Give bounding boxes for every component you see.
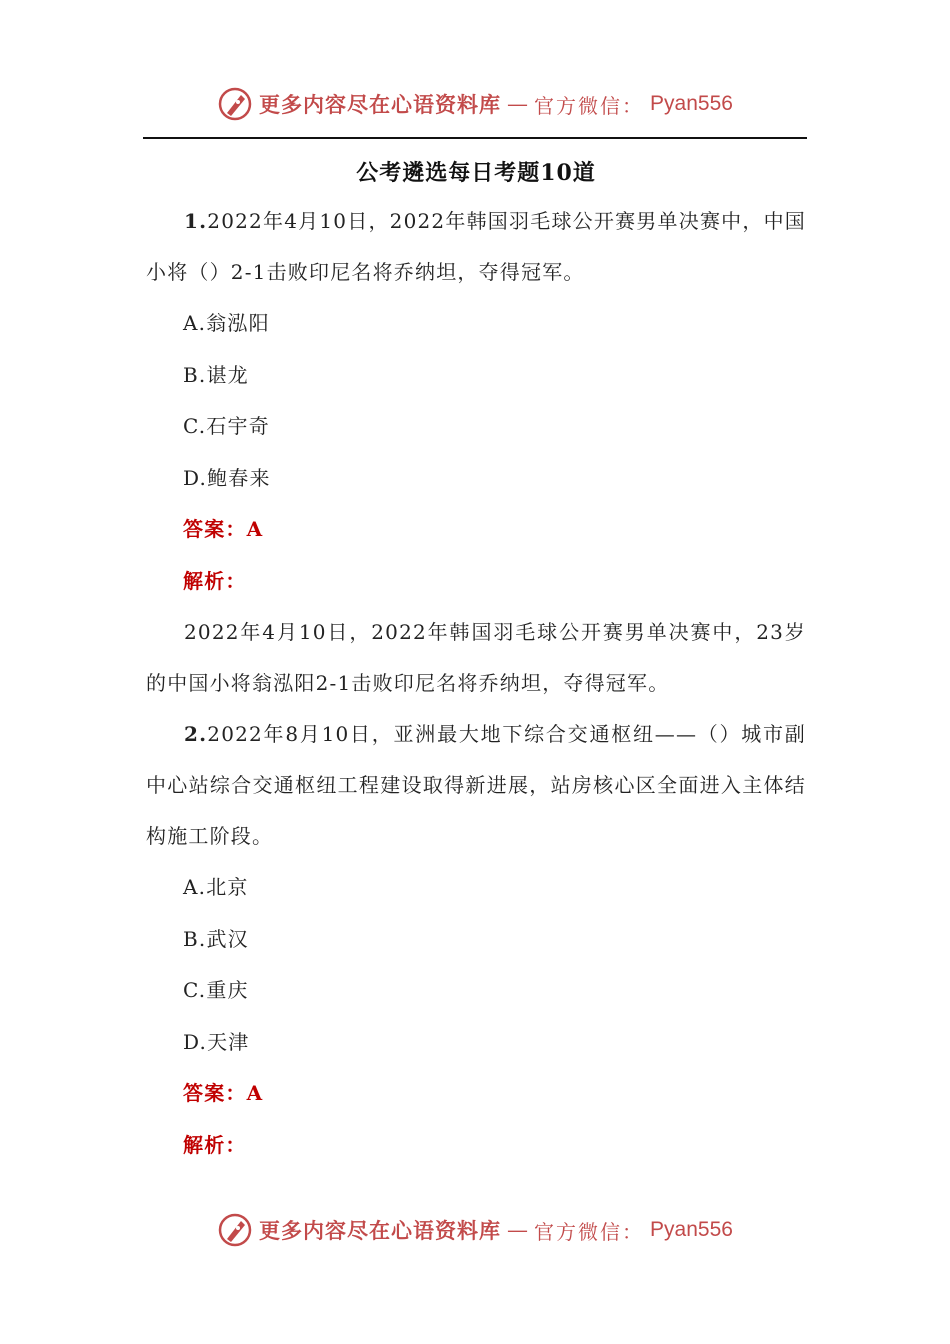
option-c: C.重庆	[183, 978, 249, 1002]
brand-separator: —	[507, 1218, 529, 1242]
question-number: 2.	[184, 722, 208, 746]
brand-line	[217, 86, 733, 122]
option-a: A.翁泓阳	[183, 311, 270, 335]
question-stem	[146, 196, 806, 298]
wechat-label: 官方微信：	[534, 1219, 645, 1244]
pen-nib-logo-icon	[217, 86, 253, 122]
brand-name: 更多内容尽在心语资料库	[259, 92, 502, 117]
question-stem	[146, 709, 806, 862]
question-text: 2022年4月10日，2022年韩国羽毛球公开赛男单决赛中，中国小将（）2-1击败印尼名将乔纳坦，夺得冠军。	[146, 209, 806, 284]
header-watermark	[0, 84, 950, 124]
page-title: 公考遴选每日考题10道	[356, 160, 596, 186]
wechat-id: Pyan556	[650, 1218, 733, 1241]
answer-label: 答案：A	[183, 1081, 264, 1105]
brand-separator: —	[507, 92, 529, 116]
analysis-label: 解析：	[183, 568, 247, 593]
wechat-label: 官方微信：	[534, 93, 645, 118]
option-a: A.北京	[183, 875, 249, 899]
option-c: C.石宇奇	[183, 414, 270, 438]
question-1	[146, 196, 806, 709]
question-text: 2022年8月10日，亚洲最大地下综合交通枢纽——（）城市副中心站综合交通枢纽工程建设取得新进展，站房核心区全面进入主体结构施工阶段。	[146, 722, 806, 848]
wechat-id: Pyan556	[650, 92, 733, 115]
option-b: B.谌龙	[183, 362, 249, 387]
option-b: B.武汉	[183, 926, 249, 951]
footer-watermark	[0, 1210, 950, 1250]
pen-nib-logo-icon	[217, 1212, 253, 1248]
option-d: D.天津	[183, 1029, 250, 1054]
brand-name: 更多内容尽在心语资料库	[259, 1218, 502, 1243]
document-body	[146, 150, 806, 1171]
analysis-text: 2022年4月10日，2022年韩国羽毛球公开赛男单决赛中，23岁的中国小将翁泓阳2-1击败印尼名将乔纳坦，夺得冠军。	[146, 620, 806, 695]
question-number: 1.	[184, 209, 208, 233]
brand-line	[217, 1212, 733, 1248]
header-rule	[143, 137, 807, 139]
analysis-label: 解析：	[183, 1132, 247, 1157]
question-2	[146, 709, 806, 1171]
answer-label: 答案：A	[183, 517, 264, 541]
option-d: D.鲍春来	[183, 465, 271, 490]
